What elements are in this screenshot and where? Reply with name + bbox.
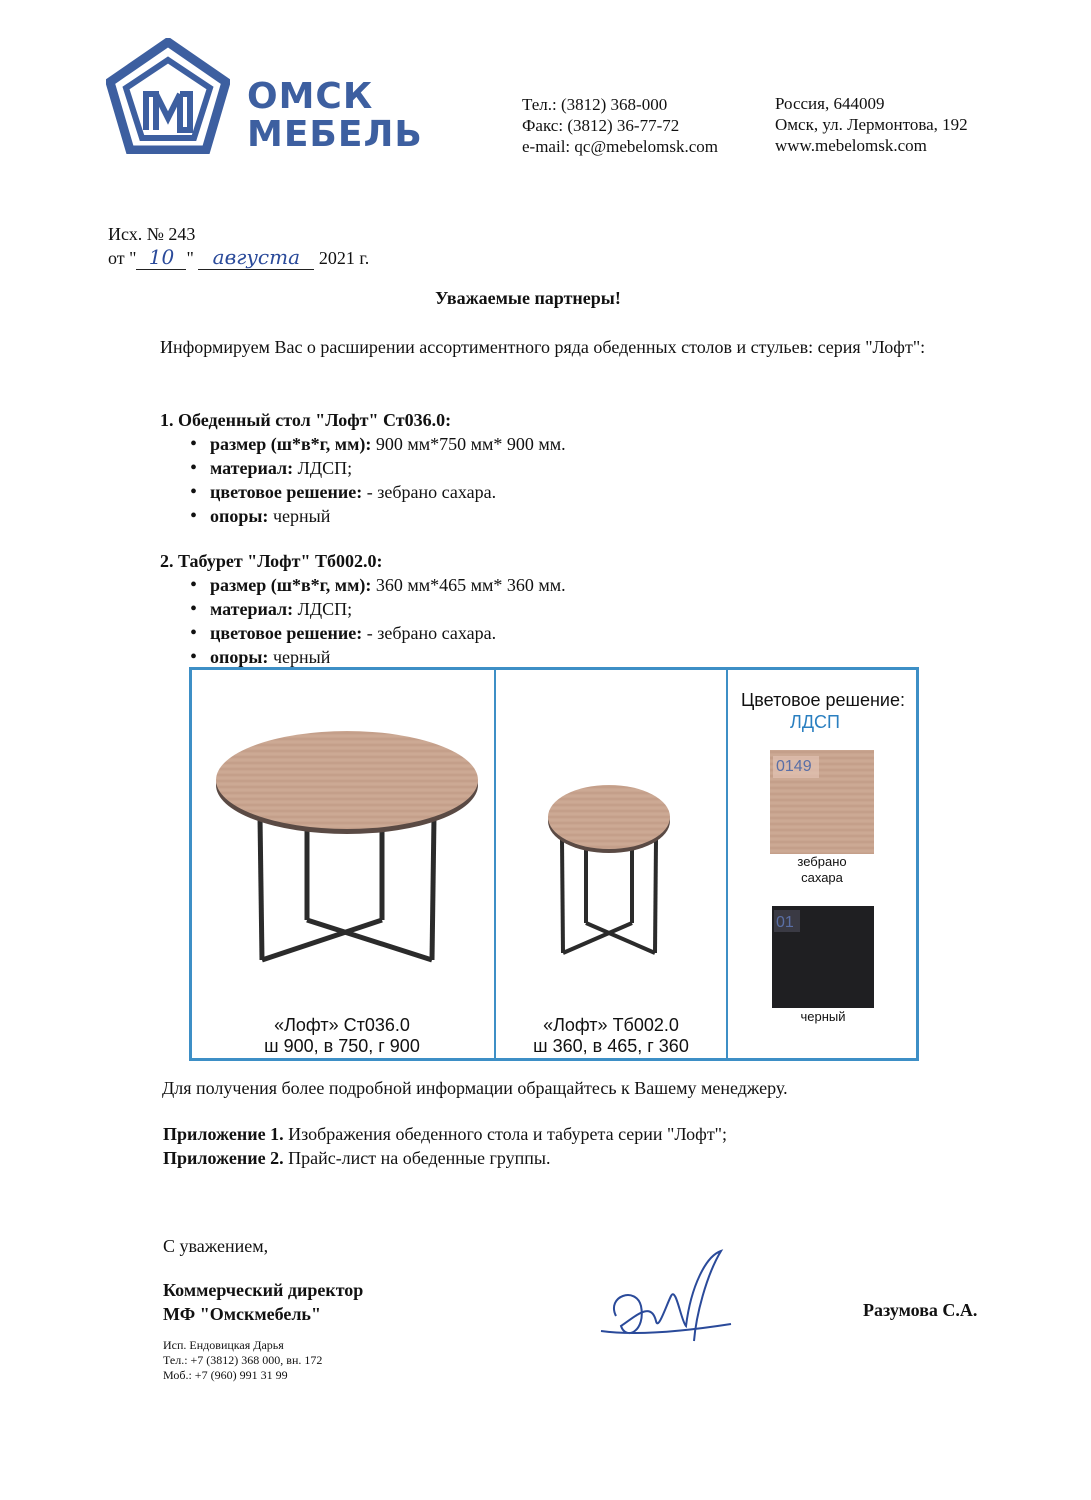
company-logo-icon — [106, 38, 230, 154]
logo-text-line2: МЕБЕЛЬ — [247, 114, 423, 155]
attachments — [163, 1122, 983, 1170]
swatch-black-code: 01 — [776, 914, 794, 931]
signature-icon — [596, 1246, 736, 1356]
website[interactable]: www.mebelomsk.com — [775, 136, 927, 155]
email[interactable]: e-mail: qc@mebelomsk.com — [522, 137, 718, 156]
contact-block-address — [775, 93, 968, 156]
address: Омск, ул. Лермонтова, 192 — [775, 115, 968, 134]
item-stool — [160, 549, 960, 669]
item-title: 2. Табурет "Лофт" Тб002.0: — [160, 551, 383, 571]
greeting: Уважаемые партнеры! — [435, 288, 621, 308]
spec-material: • материал: ЛДСП; — [210, 597, 960, 621]
date-prefix: от " — [108, 248, 137, 268]
phone: Тел.: (3812) 368-000 — [522, 95, 668, 114]
reference-date — [108, 245, 369, 270]
spec-color: • цветовое решение: - зебрано сахара. — [210, 480, 960, 504]
product-panel — [189, 667, 919, 1061]
spec-material: • материал: ЛДСП; — [210, 456, 960, 480]
more-info-text: Для получения более подробной информации обращайтесь к Вашему менеджеру. — [162, 1078, 788, 1098]
swatch-zebrano-label: зебрано сахара — [797, 854, 847, 885]
date-day: 10 — [136, 245, 186, 270]
logo-text-line1: ОМСК — [247, 76, 374, 117]
color-title: Цветовое решение: — [740, 690, 905, 710]
spec-color: • цветовое решение: - зебрано сахара. — [210, 621, 960, 645]
date-year: 2021 г. — [318, 248, 370, 268]
date-mid: " — [186, 248, 194, 268]
dining-table-image — [212, 725, 482, 970]
color-subtitle: ЛДСП — [790, 712, 840, 732]
swatch-zebrano-code: 0149 — [776, 758, 812, 775]
reference-number: Исх. № 243 — [108, 224, 196, 244]
spec-size: • размер (ш*в*г, мм): 900 мм*750 мм* 900 мм. — [210, 432, 960, 456]
item-title: 1. Обеденный стол "Лофт" Ст036.0: — [160, 410, 452, 430]
signer-name: Разумова С.А. — [863, 1300, 978, 1320]
executor-info: Исп. Ендовицкая Дарья Тел.: +7 (3812) 368 000, вн. 172 Моб.: +7 (960) 991 31 99 — [163, 1338, 323, 1382]
attachment-1: Приложение 1. Изображения обеденного стола и табурета серии "Лофт"; — [163, 1124, 728, 1144]
spec-size: • размер (ш*в*г, мм): 360 мм*465 мм* 360 мм. — [210, 573, 960, 597]
attachment-2: Приложение 2. Прайс-лист на обеденные группы. — [163, 1148, 551, 1168]
spec-legs: • опоры: черный — [210, 504, 960, 528]
item-table — [160, 408, 960, 528]
table-caption: «Лофт» Ст036.0 ш 900, в 750, г 900 — [264, 1015, 420, 1056]
spec-list — [160, 573, 960, 669]
fax: Факс: (3812) 36-77-72 — [522, 116, 680, 135]
intro-paragraph: Информируем Вас о расширении ассортиментного ряда обеденных столов и стульев: серия "Лофт": — [160, 337, 926, 357]
stool-image — [544, 785, 674, 960]
date-month: августа — [198, 245, 314, 270]
contact-block-phones — [522, 94, 718, 157]
country-zip: Россия, 644009 — [775, 94, 885, 113]
stool-caption: «Лофт» Тб002.0 ш 360, в 465, г 360 — [533, 1015, 689, 1056]
signer-position: Коммерческий директор МФ "Омскмебель" — [163, 1280, 364, 1324]
swatch-black-label: черный — [800, 1009, 846, 1024]
spec-legs: • опоры: черный — [210, 645, 960, 669]
panel-divider — [494, 670, 496, 1058]
spec-list — [160, 432, 960, 528]
closing: С уважением, — [163, 1236, 269, 1256]
